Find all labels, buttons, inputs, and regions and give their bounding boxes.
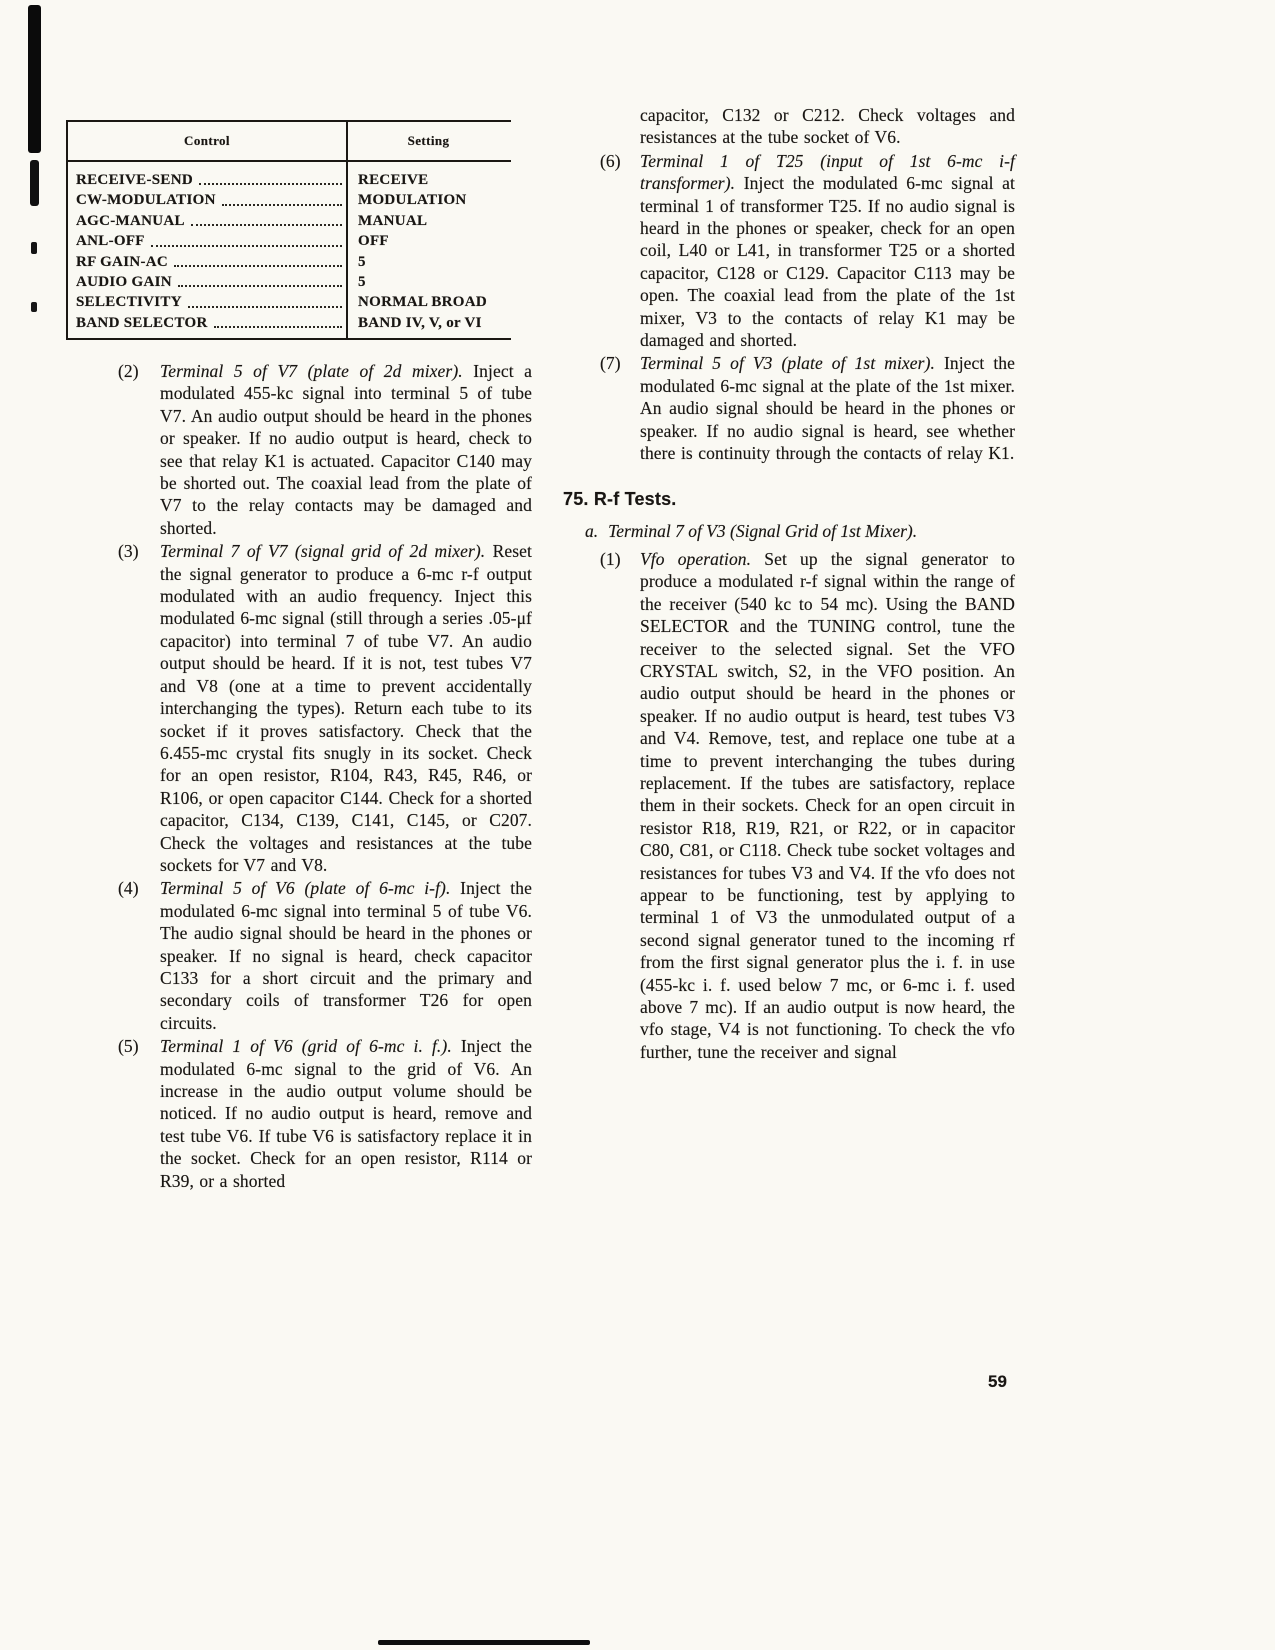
dotted-leader <box>199 170 342 185</box>
paragraph-body: Set up the signal generator to produce a modulated r-f signal within the range of the receiver (540 kc to 54 mc). Using the BAND SELECTOR and the TUNING control, tune the receiver to the selected signal. Set the VFO CRYSTAL switch, S2, in the VFO position. An audio output should be heard in the phones or speaker. If no audio output is heard, test tubes V3 and V4. Remove, test, and replace one tube at a time to prevent interchanging the tubes during replacement. If the tubes are satisfactory, replace them in their sockets. Check for an open circuit in resistor R18, R19, R21, or R22, or in capacitor C80, C81, or C118. Check tube socket voltages and resistances for tubes V3 and V4. If the vfo does not appear to be functioning, test by applying to terminal 1 of V3 the unmodulated output of a second signal generator tuned to the incoming rf from the first signal generator plus the i. f. in use (455-kc i. f. used below 7 mc, or 6-mc i. f. used above 7 mc). If an audio output is now heard, the vfo stage, V4 is not functioning. To check the vfo further, tune the receiver and signal <box>640 548 1015 1062</box>
setting-cell: 5 <box>358 253 366 270</box>
paragraph-4 <box>118 877 532 1034</box>
control-cell <box>68 190 346 210</box>
setting-cell: MANUAL <box>358 212 428 229</box>
control-settings-table <box>66 120 511 340</box>
scan-artifact-binding-mark <box>30 160 39 206</box>
paragraph-7 <box>600 352 1015 464</box>
paragraph-number: (4) <box>118 878 139 899</box>
dotted-leader <box>188 292 342 307</box>
control-cell <box>68 211 346 231</box>
paragraph-body: Inject the modulated 6-mc signal into terminal 5 of tube V6. The audio signal should be heard in the phones or speaker. If no signal is heard, check capacitor C133 for a short circuit and the primary and secondary coils of transformer T26 for open circuits. <box>160 878 532 1033</box>
paragraph-lead: Terminal 5 of V7 (plate of 2d mixer). <box>160 361 463 381</box>
paragraph-3 <box>118 540 532 876</box>
paragraph-number: (3) <box>118 541 139 562</box>
paragraph-6 <box>600 150 1015 352</box>
setting-cell: RECEIVE <box>358 172 429 188</box>
section-heading: 75. R-f Tests. <box>563 488 677 509</box>
control-name: SELECTIVITY <box>76 294 182 311</box>
paragraph-5 <box>118 1035 532 1192</box>
sub-item-a <box>585 520 1015 542</box>
dotted-leader <box>222 190 342 205</box>
paragraph-body: Inject the modulated 6-mc signal at terminal 1 of transformer T25. If no audio signal is heard in the phones or speaker, check for an open coil, L40 or L41, in transformer T25 or a shorted capacitor, C128 or C129. Capacitor C113 may be open. The coaxial lead from the plate of the 1st mixer, V3 to the contacts of relay K1 may be damaged and shorted. <box>640 173 1015 351</box>
table-row <box>68 252 511 272</box>
right-column <box>563 104 1015 1064</box>
paragraph-2 <box>118 360 532 539</box>
control-name: RF GAIN-AC <box>76 253 169 270</box>
paragraph-number: (7) <box>600 353 621 374</box>
scan-artifact-tick <box>31 302 37 312</box>
control-name: AUDIO GAIN <box>76 274 172 291</box>
setting-cell: MODULATION <box>358 192 467 209</box>
control-cell <box>68 292 346 312</box>
table-row <box>68 170 511 190</box>
control-cell <box>68 231 346 251</box>
table-row <box>68 292 511 312</box>
scan-artifact-bottom-line <box>378 1640 590 1645</box>
control-name: AGC-MANUAL <box>76 212 185 229</box>
paragraph-number: (5) <box>118 1036 139 1057</box>
dotted-leader <box>191 211 342 226</box>
sub-item-label: a. <box>585 520 599 541</box>
table-row <box>68 313 511 333</box>
paragraph-body: Inject a modulated 455-kc signal into terminal 5 of tube V7. An audio output should be heard in the phones or speaker. If no audio output is heard, check to see that relay K1 is actuated. Capacitor C140 may be shorted out. The coaxial lead from the plate of V7 to the relay contacts may be damaged and shorted. <box>160 361 533 538</box>
setting-cell: BAND IV, V, or VI <box>358 314 482 331</box>
table-body <box>68 162 511 338</box>
control-name: RECEIVE-SEND <box>76 172 193 188</box>
table-row <box>68 211 511 231</box>
paragraph-lead: Terminal 7 of V7 (signal grid of 2d mixer). <box>160 541 486 562</box>
scan-artifact-tick <box>31 242 37 254</box>
paragraph-number: (1) <box>600 548 621 569</box>
paragraph-lead: Terminal 1 of V6 (grid of 6-mc i. f.). <box>160 1036 452 1057</box>
continuation-paragraph: capacitor, C132 or C212. Check voltages and resistances at the tube socket of V6. <box>640 105 1015 148</box>
page-number: 59 <box>988 1372 1007 1391</box>
table-header-setting: Setting <box>407 133 450 148</box>
table-header-control: Control <box>184 133 230 148</box>
paragraph-lead: Terminal 1 of T25 (input of 1st 6-mc i-f transformer). <box>640 150 1015 194</box>
control-cell <box>68 272 346 292</box>
table-row <box>68 231 511 251</box>
paragraph-1 <box>600 548 1015 1063</box>
table-row <box>68 272 511 292</box>
control-cell <box>68 170 346 190</box>
paragraph-lead: Terminal 5 of V3 (plate of 1st mixer). <box>640 353 935 374</box>
setting-cell: 5 <box>358 274 366 291</box>
paragraph-lead: Terminal 5 of V6 (plate of 6-mc i-f). <box>160 878 451 899</box>
dotted-leader <box>178 272 342 287</box>
paragraph-lead: Vfo operation. <box>640 548 752 569</box>
table-header-row <box>68 122 511 162</box>
paragraph-body: Reset the signal generator to produce a 6-mc r-f output modulated with an audio frequency. Inject this modulated 6-mc signal (still through a series .05-μf capacitor) into terminal 7 of tube V7. An audio output should be heard. If it is not, test tubes V7 and V8 (one at a time to prevent accidentally interchanging the types). Return each tube to its socket if it proves satisfactory. Check that the 6.455-mc crystal fits snugly in its socket. Check for an open resistor, R104, R43, R45, R46, or R106, or open capacitor C144. Check for a shorted capacitor, C134, C139, C141, C145, or C207. Check the voltages and resistances at the tube sockets for V7 and V8. <box>160 541 532 875</box>
control-name: CW-MODULATION <box>76 192 216 209</box>
left-column <box>118 360 532 1193</box>
sub-item-title: Terminal 7 of V3 (Signal Grid of 1st Mixer). <box>608 520 918 541</box>
table-column-divider <box>346 122 348 338</box>
scan-artifact-binding-bar <box>28 5 41 153</box>
table-row <box>68 190 511 210</box>
control-cell <box>68 313 346 333</box>
paragraph-body: Inject the modulated 6-mc signal to the grid of V6. An increase in the audio output volume should be noticed. If no audio output is heard, remove and test tube V6. If tube V6 is satisfactory replace it in the socket. Check for an open resistor, R114 or R39, or a shorted <box>160 1036 532 1191</box>
dotted-leader <box>214 313 342 328</box>
dotted-leader <box>151 231 342 246</box>
dotted-leader <box>174 252 342 267</box>
setting-cell: NORMAL BROAD <box>358 294 488 311</box>
control-cell <box>68 252 346 272</box>
control-name: BAND SELECTOR <box>76 314 208 331</box>
setting-cell: OFF <box>358 233 389 250</box>
paragraph-number: (6) <box>600 150 621 171</box>
paragraph-number: (2) <box>118 361 139 381</box>
control-name: ANL-OFF <box>76 233 145 250</box>
paragraph-body: Inject the modulated 6-mc signal at the plate of the 1st mixer. An audio signal should be heard in the phones or speaker. If no audio signal is heard, see whether there is continuity through the contacts of relay K1. <box>640 353 1015 464</box>
